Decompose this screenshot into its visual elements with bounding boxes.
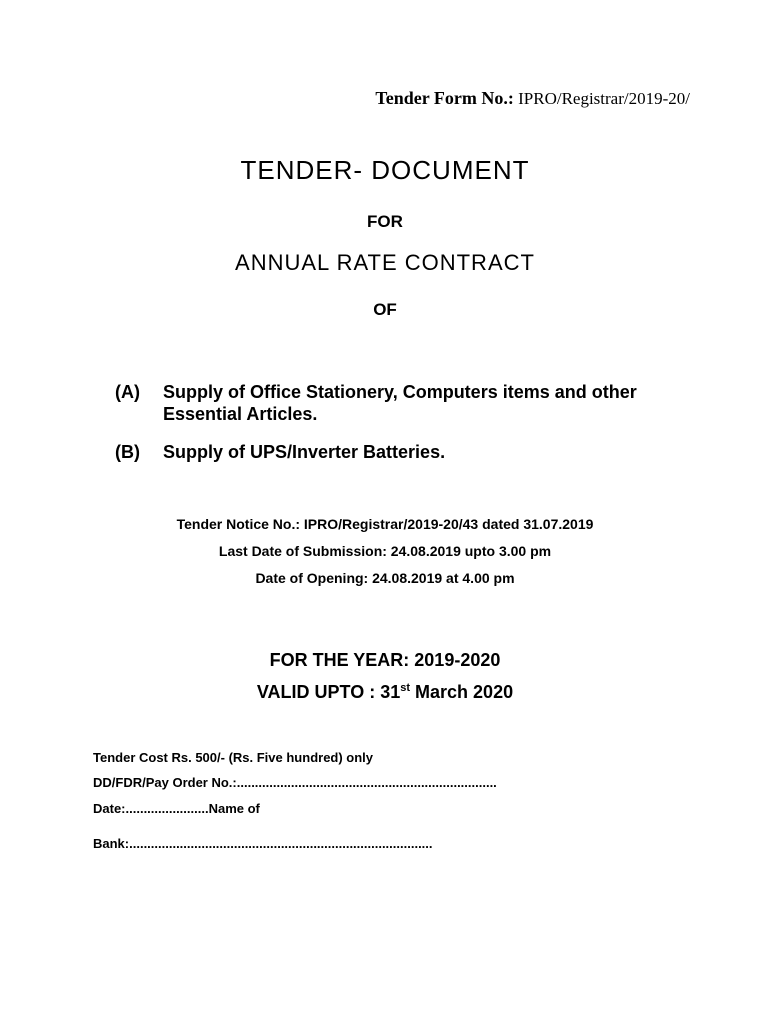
title-of: OF bbox=[373, 300, 397, 319]
form-no-label: Tender Form No.: bbox=[375, 88, 514, 108]
form-no-value: IPRO/Registrar/2019-20/ bbox=[518, 89, 690, 108]
pay-order-field: DD/FDR/Pay Order No.:........................................................................ bbox=[93, 775, 497, 790]
supply-item-a bbox=[115, 381, 715, 427]
date-name-field: Date:.......................Name of bbox=[93, 801, 260, 816]
item-mark: (A) bbox=[115, 382, 140, 402]
valid-suffix: March 2020 bbox=[410, 682, 514, 702]
valid-prefix: VALID UPTO : 31 bbox=[256, 682, 401, 702]
contract-year: FOR THE YEAR: 2019-2020 bbox=[269, 650, 501, 670]
supply-item-b bbox=[115, 441, 715, 465]
tender-notice-number: Tender Notice No.: IPRO/Registrar/2019-20/43 dated 31.07.2019 bbox=[176, 516, 594, 532]
item-mark: (B) bbox=[115, 442, 140, 462]
item-text: Supply of UPS/Inverter Batteries. bbox=[163, 442, 446, 462]
tender-cost: Tender Cost Rs. 500/- (Rs. Five hundred) only bbox=[93, 750, 374, 765]
item-text: Supply of Office Stationery, Computers items and other Essential Articles. bbox=[163, 382, 637, 424]
last-date-of-submission: Last Date of Submission: 24.08.2019 upto 3.00 pm bbox=[218, 543, 552, 559]
contract-heading: ANNUAL RATE CONTRACT bbox=[235, 250, 535, 275]
date-of-opening: Date of Opening: 24.08.2019 at 4.00 pm bbox=[255, 570, 515, 586]
valid-superscript: st bbox=[400, 682, 411, 694]
bank-field: Bank:.................................................................................... bbox=[93, 836, 433, 851]
document-title: TENDER- DOCUMENT bbox=[240, 155, 530, 185]
tender-form-number bbox=[0, 88, 690, 109]
title-for: FOR bbox=[367, 212, 403, 231]
valid-upto bbox=[0, 682, 770, 703]
